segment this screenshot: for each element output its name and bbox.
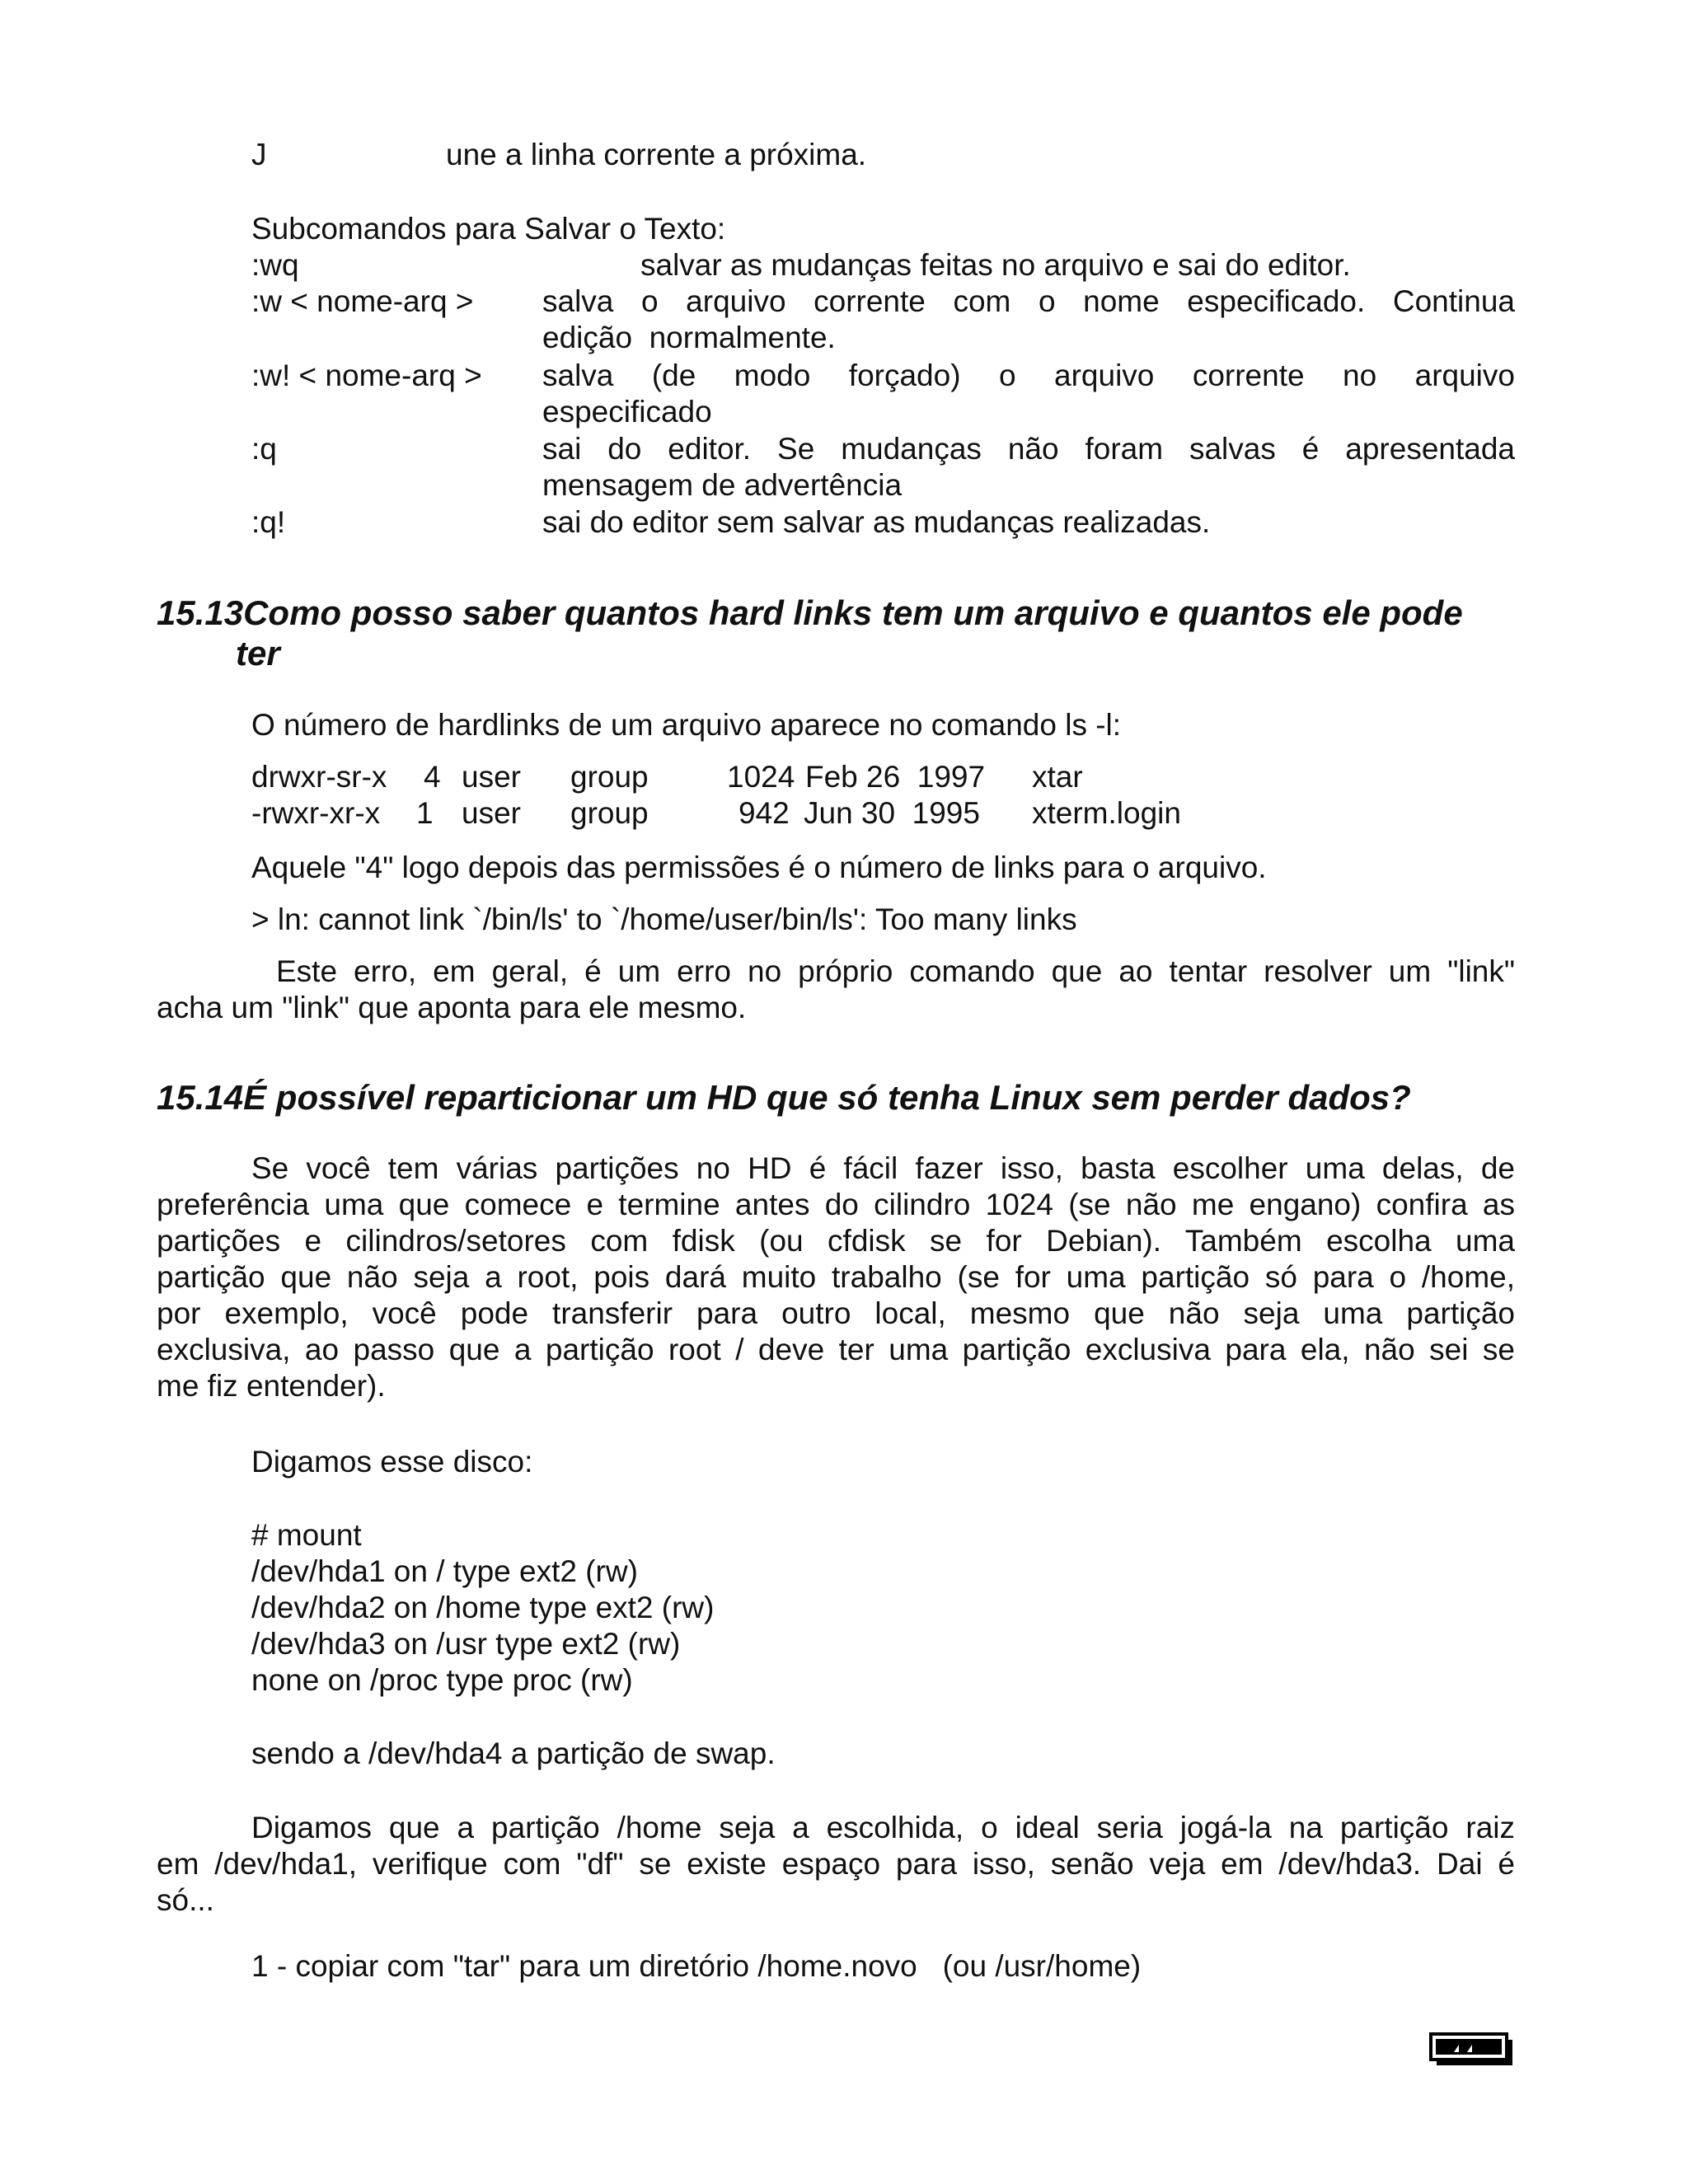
ls-group: group — [570, 760, 649, 794]
repartition-paragraph-line: me fiz entender). — [157, 1369, 386, 1403]
ls-name: xterm.login — [1032, 796, 1181, 830]
repartition-paragraph-line: Se você tem várias partições no HD é fácil fazer isso, basta escolher uma delas, de — [251, 1151, 1515, 1185]
save-command-q-force-desc: sai do editor sem salvar as mudanças realizadas. — [542, 505, 1211, 539]
vi-command-description: une a linha corrente a próxima. — [446, 138, 867, 171]
save-command-q-desc-line2: mensagem de advertência — [542, 468, 903, 502]
relocate-paragraph-line: em /dev/hda1, verifique com "df" se existe espaço para isso, senão veja em /dev/hda3. Dai é — [157, 1847, 1515, 1881]
section-15-13-heading-line1: 15.13Como posso saber quantos hard links tem um arquivo e quantos ele pode — [157, 593, 1463, 632]
ls-perm: -rwxr-xr-x — [251, 796, 381, 830]
error-explanation-line2: acha um "link" que aponta para ele mesmo. — [157, 991, 747, 1024]
ls-links: 4 — [424, 760, 441, 794]
mount-output-line: /dev/hda3 on /usr type ext2 (rw) — [251, 1627, 681, 1661]
step-1: 1 - copiar com "tar" para um diretório /home.novo (ou /usr/home) — [251, 1949, 1142, 1983]
repartition-paragraph-line: partições e cilindros/setores com fdisk (ou cfdisk se for Debian). Também escolha uma — [157, 1224, 1515, 1258]
repartition-paragraph-line: partição que não seja a root, pois dará muito trabalho (se for uma partição só para o /home, — [157, 1260, 1515, 1294]
save-command-w-desc-line2: edição normalmente. — [542, 321, 836, 354]
save-command-q: :q — [251, 432, 277, 466]
ls-date: Jun 30 1995 — [804, 796, 980, 830]
ls-size: 942 — [738, 796, 790, 830]
save-command-wq-desc: salvar as mudanças feitas no arquivo e sai do editor. — [640, 248, 1351, 282]
save-section-title: Subcomandos para Salvar o Texto: — [251, 212, 726, 246]
ls-name: xtar — [1032, 760, 1083, 794]
save-command-q-desc-line1: sai do editor. Se mudanças não foram salvas é apresentada — [542, 432, 1515, 466]
hardlinks-intro: O número de hardlinks de um arquivo aparece no comando ls -l: — [251, 708, 1122, 742]
mount-command: # mount — [251, 1518, 362, 1552]
ls-date: Feb 26 1997 — [805, 760, 986, 794]
section-15-13-heading-line2: ter — [236, 634, 280, 673]
ls-user: user — [462, 796, 521, 830]
save-command-w: :w < nome-arq > — [251, 284, 474, 318]
repartition-paragraph-line: preferência uma que comece e termine antes do cilindro 1024 (se não me engano) confira as — [157, 1188, 1515, 1221]
save-command-q-force: :q! — [251, 505, 286, 539]
links-note: Aquele "4" logo depois das permissões é o número de links para o arquivo. — [251, 851, 1267, 884]
save-command-w-force-desc-line2: especificado — [542, 395, 712, 429]
mount-output-line: none on /proc type proc (rw) — [251, 1663, 633, 1697]
relocate-paragraph-line: só... — [157, 1883, 214, 1917]
disk-intro: Digamos esse disco: — [251, 1445, 533, 1479]
ls-links: 1 — [416, 796, 434, 830]
repartition-paragraph-line: por exemplo, você pode transferir para outro local, mesmo que não seja uma partição — [157, 1296, 1515, 1330]
error-explanation-line1: Este erro, em geral, é um erro no próprio comando que ao tentar resolver um "link" — [276, 954, 1515, 988]
save-command-wq: :wq — [251, 248, 299, 282]
ls-size: 1024 — [727, 760, 795, 794]
save-command-w-force-desc-line1: salva (de modo forçado) o arquivo corrente no arquivo — [542, 359, 1515, 392]
section-15-14-heading: 15.14É possível reparticionar um HD que só tenha Linux sem perder dados? — [157, 1078, 1411, 1117]
ls-group: group — [570, 796, 649, 830]
repartition-paragraph-line: exclusiva, ao passo que a partição root / deve ter uma partição exclusiva para ela, não sei se — [157, 1333, 1515, 1366]
save-command-w-desc-line1: salva o arquivo corrente com o nome especificado. Continua — [542, 284, 1515, 318]
mount-output-line: /dev/hda2 on /home type ext2 (rw) — [251, 1591, 715, 1624]
ls-perm: drwxr-sr-x — [251, 760, 387, 794]
relocate-paragraph-line: Digamos que a partição /home seja a escolhida, o ideal seria jogá-la na partição raiz — [251, 1811, 1515, 1844]
error-message: > ln: cannot link `/bin/ls' to `/home/user/bin/ls': Too many links — [251, 902, 1077, 936]
swap-note: sendo a /dev/hda4 a partição de swap. — [251, 1736, 776, 1770]
save-command-w-force: :w! < nome-arq > — [251, 359, 482, 392]
ls-user: user — [462, 760, 521, 794]
mount-output-line: /dev/hda1 on / type ext2 (rw) — [251, 1554, 638, 1588]
page-number-badge-icon — [1429, 2032, 1515, 2067]
vi-command-key: J — [251, 138, 267, 171]
